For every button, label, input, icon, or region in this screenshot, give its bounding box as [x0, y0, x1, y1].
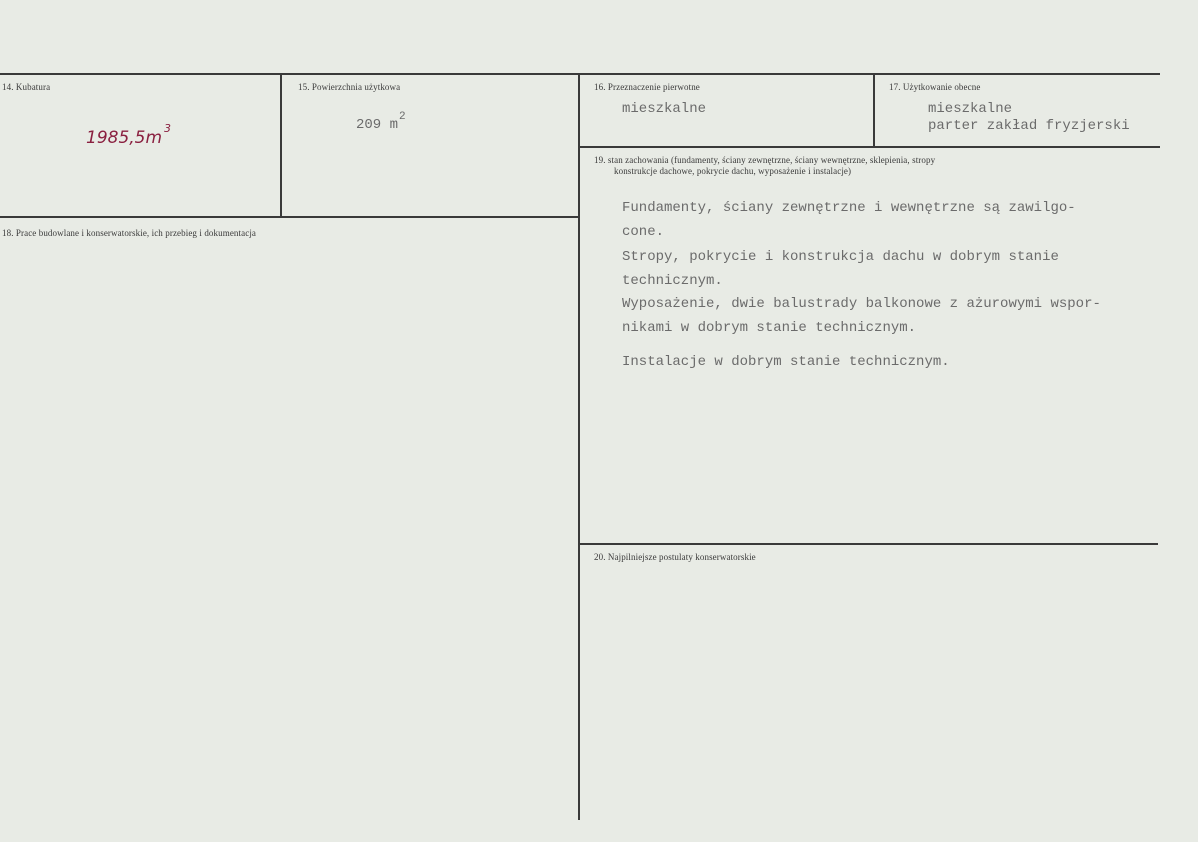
field-17-line-1: mieszkalne	[928, 101, 1013, 117]
rule-below-14-15	[0, 216, 580, 218]
field-15-value	[356, 111, 406, 133]
field-19-line-2: cone.	[622, 224, 665, 240]
field-19-label-line-2: konstrukcje dachowe, pokrycie dachu, wyposażenie i instalacje)	[614, 166, 852, 176]
field-16-label: 16. Przeznaczenie pierwotne	[594, 82, 700, 92]
rule-above-20	[580, 543, 1158, 545]
field-19-line-7: Instalacje w dobrym stanie technicznym.	[622, 354, 950, 370]
field-19-line-3: Stropy, pokrycie i konstrukcja dachu w dobrym stanie	[622, 249, 1059, 265]
field-14-unit-sup: 3	[164, 122, 172, 135]
field-17-line-2: parter zakład fryzjerski	[928, 118, 1130, 134]
center-divider	[578, 73, 580, 820]
divider-14-15	[280, 73, 282, 217]
field-19-line-4: technicznym.	[622, 273, 723, 289]
top-rule	[0, 73, 1160, 75]
field-18-label: 18. Prace budowlane i konserwatorskie, ich przebieg i dokumentacja	[2, 228, 257, 238]
field-20-label: 20. Najpilniejsze postulaty konserwatorskie	[594, 552, 756, 562]
field-14-number: 1985,5m	[86, 128, 163, 148]
rule-below-16-17	[580, 146, 1160, 148]
field-15-number: 209 m	[356, 117, 399, 133]
field-19-line-5: Wyposażenie, dwie balustrady balkonowe z ażurowymi wspor-	[622, 296, 1101, 312]
field-15-unit-sup: 2	[399, 111, 406, 123]
field-17-label: 17. Użytkowanie obecne	[889, 82, 981, 92]
field-14-value	[86, 122, 172, 148]
field-14-label: 14. Kubatura	[2, 82, 51, 92]
field-16-value: mieszkalne	[622, 101, 707, 117]
field-19-line-6: nikami w dobrym stanie technicznym.	[622, 320, 917, 336]
field-19-line-1: Fundamenty, ściany zewnętrzne i wewnętrzne są zawilgo-	[622, 200, 1076, 216]
field-19-label-line-1: 19. stan zachowania (fundamenty, ściany zewnętrzne, ściany wewnętrzne, sklepienia, stropy	[594, 155, 936, 165]
field-15-label: 15. Powierzchnia użytkowa	[298, 82, 401, 92]
divider-16-17	[873, 73, 875, 147]
